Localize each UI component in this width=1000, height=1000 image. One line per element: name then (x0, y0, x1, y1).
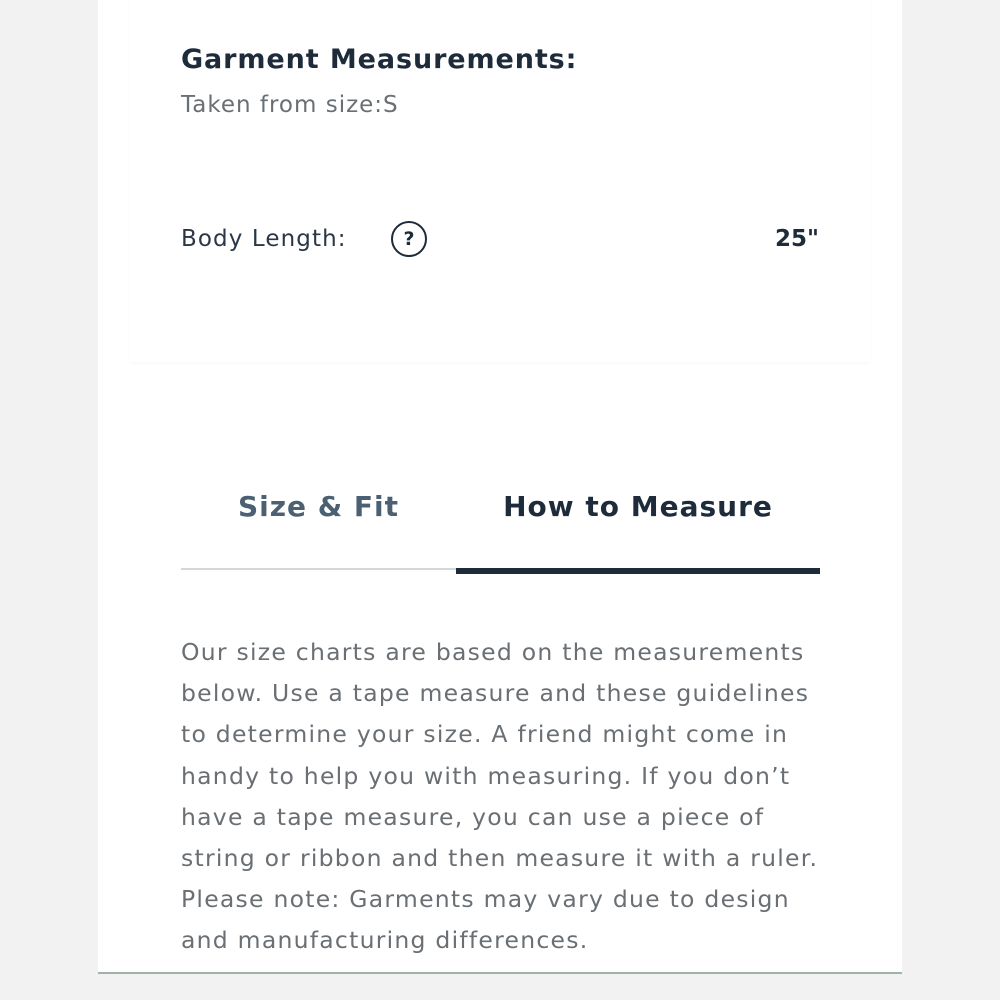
measured-size-note: Taken from size:S (181, 92, 399, 118)
size-guide-tabs (181, 470, 820, 574)
tab-size-and-fit[interactable]: Size & Fit (181, 470, 456, 570)
tab-how-to-measure[interactable]: How to Measure (456, 470, 820, 574)
body-length-label: Body Length: (181, 226, 347, 252)
body-length-value: 25" (775, 226, 819, 252)
how-to-measure-description: Our size charts are based on the measurements below. Use a tape measure and these guidelines to determine your size. A friend might come in handy to help you with measuring. If you don’t have a tape measure, you can use a piece of string or ribbon and then measure it with a ruler. Please note: Garments may vary due to design and manufacturing differences. (181, 638, 819, 955)
panel-bottom-divider (98, 972, 902, 974)
garment-measurements-heading: Garment Measurements: (181, 44, 578, 75)
question-circle-icon[interactable]: ? (391, 221, 427, 257)
